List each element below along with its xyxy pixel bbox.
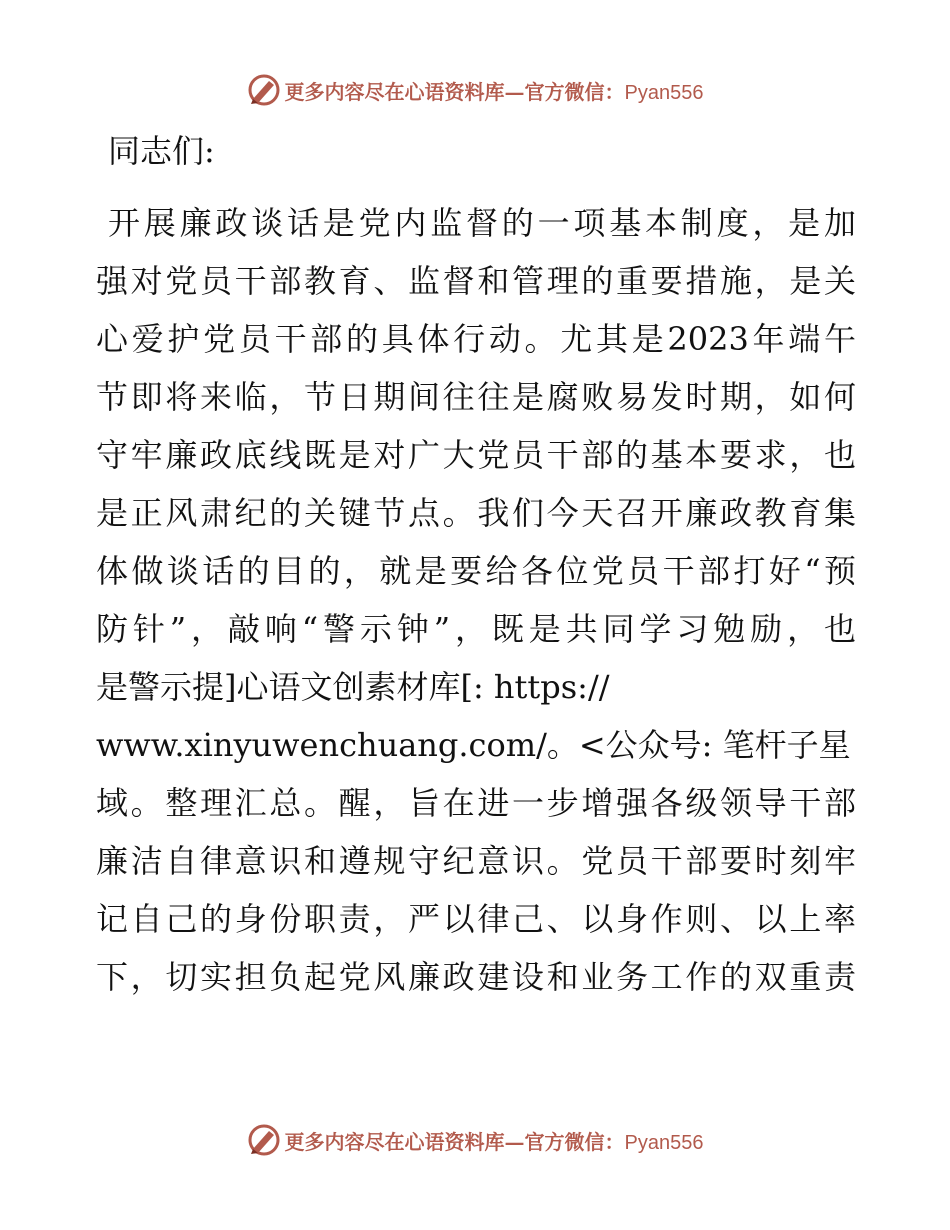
paragraph-line: 是正风肃纪的关键节点。我们今天召开廉政教育集 [96,494,856,532]
document-body [96,122,856,1006]
footer-watermark-banner [0,1120,950,1160]
footer-banner-main: 更多内容尽在心语资料库—官方微信： [284,1129,625,1154]
pen-logo-icon [247,73,281,107]
header-banner-contact: Pyan556 [624,81,704,104]
header-watermark-banner [0,70,950,110]
paragraph-line: 防针”，敲响“警示钟”，既是共同学习勉励，也 [96,610,856,648]
header-banner-main: 更多内容尽在心语资料库—官方微信： [284,79,625,104]
paragraph-line: 守牢廉政底线既是对广大党员干部的基本要求，也 [96,436,856,474]
greeting: 同志们: [108,132,215,170]
paragraph-line: 强对党员干部教育、监督和管理的重要措施，是关 [96,262,856,300]
header-banner-text [285,76,704,105]
footer-banner-text [285,1126,704,1155]
paragraph-line: 下，切实担负起党风廉政建设和业务工作的双重责 [96,958,856,996]
pen-logo-icon [247,1123,281,1157]
paragraph-line: 是警示提]心语文创素材库[: https:// [96,668,610,706]
paragraph-line: 记自己的身份职责，严以律己、以身作则、以上率 [96,900,856,938]
paragraph-line: 节即将来临，节日期间往往是腐败易发时期，如何 [96,378,856,416]
paragraph-line: 廉洁自律意识和遵规守纪意识。党员干部要时刻牢 [96,842,856,880]
paragraph-line: 心爱护党员干部的具体行动。尤其是2023年端午 [96,320,856,358]
paragraph-line: 开展廉政谈话是党内监督的一项基本制度，是加 [108,204,856,242]
footer-banner-contact: Pyan556 [624,1131,704,1154]
paragraph-line: 体做谈话的目的，就是要给各位党员干部打好“预 [96,552,856,590]
paragraph-line: 域。整理汇总。醒，旨在进一步增强各级领导干部 [96,784,856,822]
paragraph-line: www.xinyuwenchuang.com/。<公众号: 笔杆子星 [96,726,851,764]
